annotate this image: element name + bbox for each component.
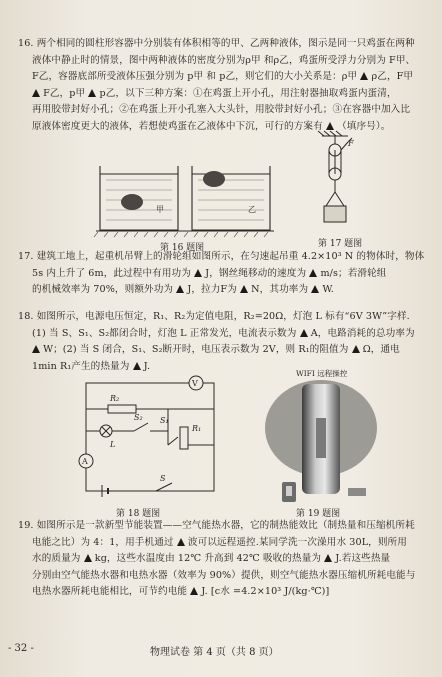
q18-line: 1min R₁产生的热量为 J.: [32, 360, 151, 372]
q19-line: 电热水器所耗电能相比，可节约电能 J. [c水 =4.2×10³ J/(kg·℃)]: [32, 586, 330, 598]
answer-blank-icon: [360, 72, 368, 80]
q17-line: 17. 建筑工地上，起重机吊臂上的滑轮组如图所示，在匀速起吊重 4.2×10³ N 的物体时，物体: [18, 251, 425, 262]
q16-line: 液体中静止时的情景，图中两种液体的密度分别为ρ甲 和ρ乙，鸡蛋所受浮力分别为 F甲、: [32, 54, 416, 66]
caption-17: 第 17 题图: [318, 239, 363, 249]
egg-2: [203, 171, 225, 187]
answer-blank-icon: [88, 89, 96, 97]
lamp-label: L: [110, 440, 116, 449]
q16-line: 再用胶带封好小孔；②在鸡蛋上开小孔塞入大头针，用胶带封好小孔；③在容器中加入比: [32, 104, 411, 116]
label-force: F: [348, 139, 354, 148]
q18-line: W；(2) 当 S 闭合，S₁、S₂断开时，电压表示数为 2V，则 R₁的阻值为 Ω，通电: [32, 342, 440, 359]
q16-line: F乙，p甲 p乙，以下三种方案：①在鸡蛋上开小孔，用注射器抽取鸡蛋内蛋清，: [32, 86, 440, 103]
voltmeter-label: V: [192, 379, 198, 388]
egg-1: [121, 194, 143, 210]
q16-line: F乙，容器底部所受液体压强分别为 p甲 和 p乙，则它们的大小关系是：ρ甲 ρ乙，F甲: [32, 71, 414, 83]
answer-blank-icon: [352, 345, 360, 353]
figure-16: [96, 160, 276, 240]
answer-blank-icon: [194, 269, 202, 277]
q17-line: 的机械效率为 70%，则额外功为 J，拉力F为 N，其功率为 W.: [32, 284, 334, 296]
r2-label: R₂: [110, 394, 120, 403]
q16-line: 16. 两个相同的圆柱形容器中分别装有体积相等的甲、乙两种液体，图示是同一只鸡蛋在两种: [18, 38, 415, 49]
label-jia: 甲: [156, 205, 164, 214]
footer-text: 物理试卷 第 4 页（共 8 页）: [150, 647, 279, 658]
figure-17: [314, 136, 354, 234]
q18-line: (1) 当 S、S₁、S₂都闭合时，灯泡 L 正常发光，电流表示数为 A，电路消耗的总功率为: [32, 327, 415, 339]
answer-blank-icon: [84, 554, 92, 562]
answer-blank-icon: [176, 285, 184, 293]
answer-blank-icon: [32, 89, 40, 97]
q19-line: 水的质量为 kg，这些水温度由 12℃ 升高到 42℃ 吸收的热量为 J.若这些热量: [32, 553, 391, 565]
figure-18: [72, 373, 222, 503]
answer-blank-icon: [300, 329, 308, 337]
q16-line: 原液体密度更大的液体，若想使鸡蛋在乙液体中下沉，可行的方案有 （填序号）。: [32, 121, 391, 132]
answer-blank-icon: [190, 587, 198, 595]
r1-label: R₁: [192, 424, 202, 433]
answer-blank-icon: [324, 554, 332, 562]
answer-blank-icon: [240, 285, 248, 293]
q19-line: 分别由空气能热水器和电热水器（效率为 90%）提供，则空气能热水器压缩机所耗电能与: [32, 569, 416, 581]
page-number: - 32 -: [8, 643, 34, 654]
q18-line: 18. 如图所示，电源电压恒定，R₁、R₂为定值电阻，R₂=20Ω，灯泡 L 标有“6V 3W”字样.: [18, 311, 410, 322]
label-yi: 乙: [248, 205, 256, 214]
caption-19: 第 19 题图: [296, 509, 341, 519]
answer-blank-icon: [32, 345, 40, 353]
q19-line: 电能之比）为 4：1，用手机通过 波可以远程遥控.某同学洗一次澡用水 30L，则所用: [32, 536, 407, 548]
caption-16: 第 16 题图: [160, 243, 205, 253]
ammeter-label: A: [82, 457, 88, 466]
s1-label: S₁: [160, 416, 169, 425]
q17-line: 5s 内上升了 6m，此过程中有用功为 J，钢丝绳移动的速度为 m/s；若滑轮组: [32, 267, 387, 279]
answer-blank-icon: [177, 538, 185, 546]
caption-18: 第 18 题图: [116, 509, 161, 519]
s2-label: S₂: [134, 413, 143, 422]
figure-19-heater-photo: [256, 378, 386, 504]
switch-s-label: S: [160, 474, 166, 483]
answer-blank-icon: [133, 362, 141, 370]
answer-blank-icon: [311, 285, 319, 293]
answer-blank-icon: [326, 122, 334, 130]
q19-line: 19. 如图所示是一款新型节能装置——空气能热水器，它的制热能效比（制热量和压缩机所耗: [18, 520, 415, 531]
answer-blank-icon: [309, 269, 317, 277]
wifi-label: WIFI 远程操控: [296, 369, 348, 378]
